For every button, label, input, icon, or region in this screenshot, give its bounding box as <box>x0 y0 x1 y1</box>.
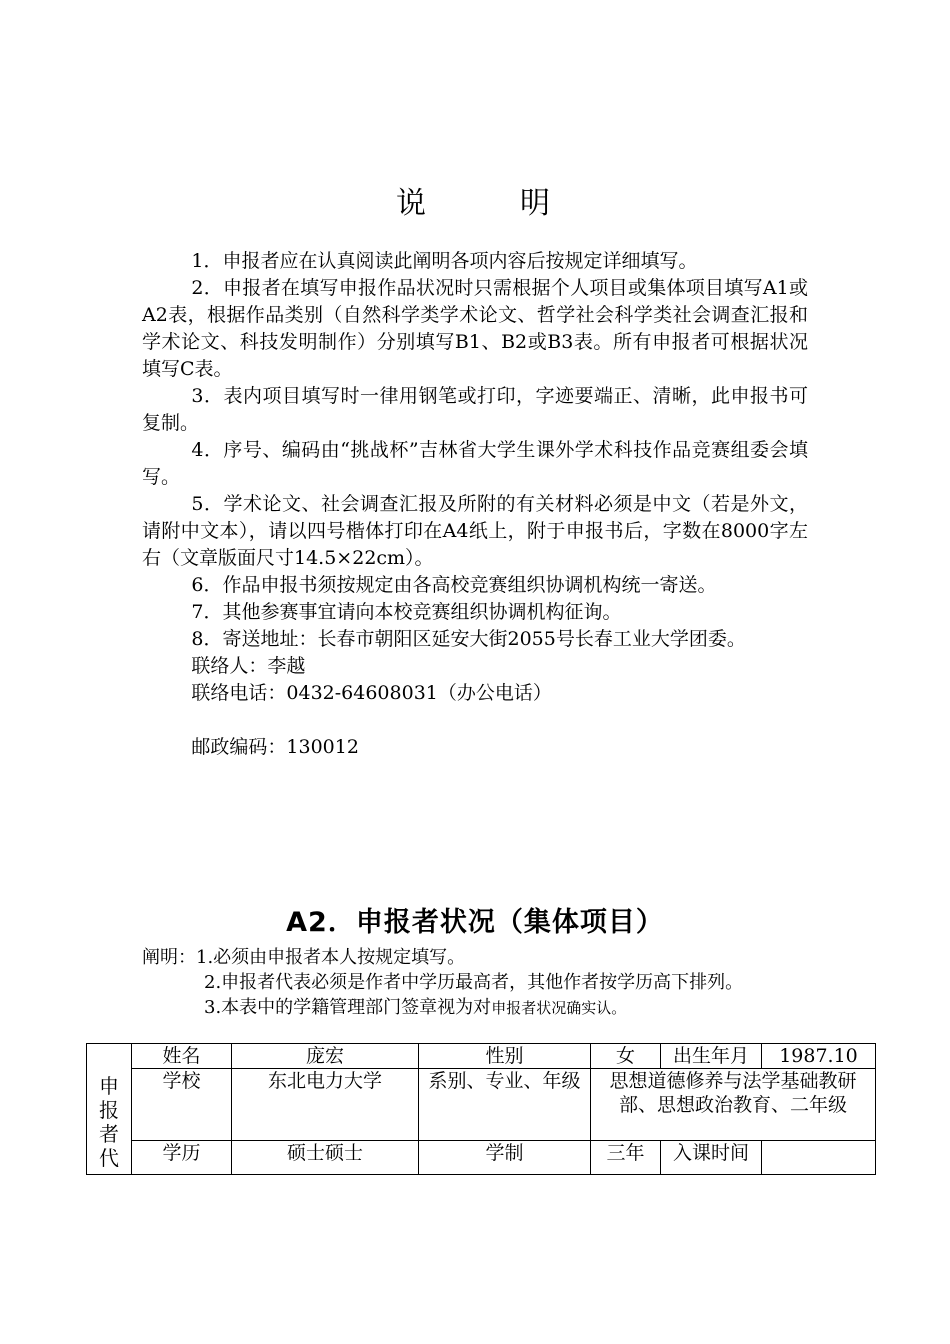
instruction-1: 阐明：1.必须由申报者本人按规定填写。 <box>142 947 466 968</box>
birth-label: 出生年月 <box>661 1044 762 1069</box>
table-row <box>87 1141 876 1175</box>
birth-value[interactable]: 1987.10 <box>762 1044 876 1069</box>
explanation-item: 5．学术论文、社会调查汇报及所附的有关材料必须是中文（若是外文，请附中文本），请以四号楷体打印在A4纸上，附于申报书后，字数在8000字左右（文章版面尺寸14.5×22cm）。 <box>142 493 808 569</box>
side-label: 申报者代 <box>99 1074 119 1170</box>
postal-code: 邮政编码：130012 <box>191 736 359 758</box>
duration-value[interactable]: 三年 <box>591 1141 661 1175</box>
explanation-title <box>0 178 950 222</box>
dept-value[interactable]: 思想道德修养与法学基础教研部、思想政治教育、二年级 <box>591 1069 876 1141</box>
gender-label: 性别 <box>419 1044 591 1069</box>
side-label-cell <box>87 1044 132 1175</box>
instruction-3-main: 3.本表中的学籍管理部门签章视为对 <box>204 997 492 1018</box>
enroll-value[interactable] <box>762 1141 876 1175</box>
instruction-3-small: 申报者状况确实认。 <box>491 999 627 1017</box>
explanation-item: 4．序号、编码由“挑战杯”吉林省大学生课外学术科技作品竞赛组委会填写。 <box>142 439 808 488</box>
explanation-item: 2．申报者在填写申报作品状况时只需根据个人项目或集体项目填写A1或A2表，根据作品类别（自然科学类学术论文、哲学社会科学类社会调查汇报和学术论文、科技发明制作）分别填写B1、B2或B3表。所有申报者可根据状况填写C表。 <box>142 277 808 380</box>
explanation-list <box>142 248 808 761</box>
explanation-item: 1．申报者应在认真阅读此阐明各项内容后按规定详细填写。 <box>191 250 698 272</box>
explanation-title-char-2: 明 <box>520 186 554 221</box>
degree-value[interactable]: 硕士硕士 <box>232 1141 419 1175</box>
contact-phone: 联络电话：0432-64608031（办公电话） <box>191 682 552 704</box>
gender-value[interactable]: 女 <box>591 1044 661 1069</box>
explanation-title-char-1: 说 <box>396 186 430 221</box>
explanation-item: 7．其他参赛事宜请向本校竞赛组织协调机构征询。 <box>191 601 622 623</box>
instruction-3 <box>142 995 808 1021</box>
enroll-label: 入课时间 <box>661 1141 762 1175</box>
section-a2-title: A2．申报者状况（集体项目） <box>286 907 664 938</box>
name-value[interactable]: 庞宏 <box>232 1044 419 1069</box>
school-value[interactable]: 东北电力大学 <box>232 1069 419 1141</box>
contact-person: 联络人：李越 <box>191 655 306 677</box>
school-label: 学校 <box>132 1069 232 1141</box>
table-row <box>87 1069 876 1141</box>
applicant-table <box>86 1043 876 1175</box>
explanation-item: 6．作品申报书须按规定由各高校竞赛组织协调机构统一寄送。 <box>191 574 717 596</box>
table-row <box>87 1044 876 1069</box>
section-a2-instructions <box>142 945 808 1021</box>
instruction-2: 2.申报者代表必须是作者中学历最高者，其他作者按学历高下排列。 <box>204 972 744 993</box>
dept-label: 系别、专业、年级 <box>419 1069 591 1141</box>
spacer <box>142 707 808 734</box>
explanation-item: 3．表内项目填写时一律用钢笔或打印，字迹要端正、清晰，此申报书可复制。 <box>142 385 808 434</box>
duration-label: 学制 <box>419 1141 591 1175</box>
explanation-item: 8．寄送地址：长春市朝阳区延安大街2055号长春工业大学团委。 <box>191 628 746 650</box>
degree-label: 学历 <box>132 1141 232 1175</box>
name-label: 姓名 <box>132 1044 232 1069</box>
